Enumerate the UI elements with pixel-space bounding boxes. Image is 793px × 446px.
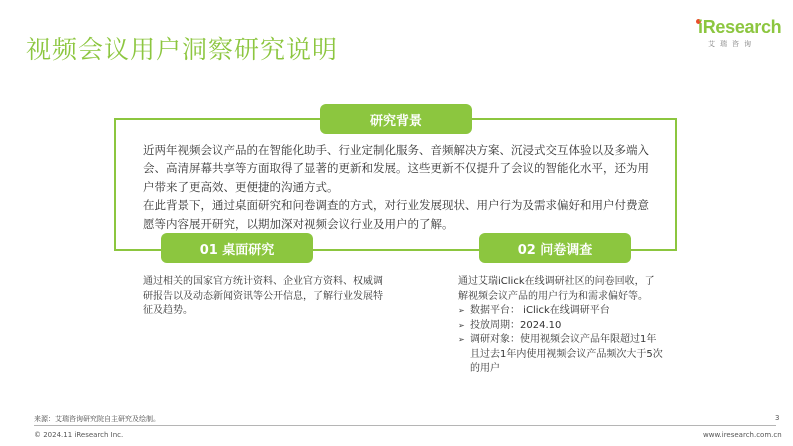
logo-subtitle: 艾瑞咨询 [708, 40, 756, 48]
survey-item-text: 调研对象：使用视频会议产品年限超过1年且过去1年内使用视频会议产品频次大于5次的用户 [470, 334, 663, 374]
desk-research-text: 通过相关的国家官方统计资料、企业官方资料、权威调研报告以及动态新闻资讯等公开信息，了解行业发展特征及趋势。 [143, 276, 383, 316]
source-note: 来源：艾瑞咨询研究院自主研究及绘制。 [34, 415, 160, 423]
arrow-bullet-icon: ➢ [458, 320, 465, 330]
iresearch-logo [692, 17, 782, 57]
arrow-bullet-icon: ➢ [458, 306, 465, 315]
survey-intro: 通过艾瑞iClick在线调研社区的问卷回收，了解视频会议产品的用户行为和需求偏好等。 [458, 276, 655, 302]
survey-item-text: 投放周期：2024.10 [470, 319, 562, 331]
background-heading: 研究背景 [320, 104, 472, 134]
survey-section [458, 275, 663, 377]
survey-item-text: 数据平台： iClick在线调研平台 [470, 305, 610, 316]
page-title: 视频会议用户洞察研究说明 [26, 35, 339, 64]
survey-list [458, 304, 663, 377]
website-link[interactable]: www.iresearch.com.cn [703, 431, 782, 439]
page-number: 3 [775, 414, 780, 422]
survey-heading: 02 问卷调查 [479, 233, 631, 263]
copyright-text: © 2024.11 iResearch Inc. [34, 431, 124, 439]
survey-item [458, 333, 663, 377]
survey-item [458, 319, 663, 334]
logo-word: iResearch [698, 17, 782, 37]
survey-item [458, 304, 663, 319]
desk-research-heading: 01 桌面研究 [161, 233, 313, 263]
background-text [143, 141, 658, 233]
background-paragraph-1: 近两年视频会议产品的在智能化助手、行业定制化服务、音频解决方案、沉浸式交互体验以及多端入会、高清屏幕共享等方面取得了显著的更新和发展。这些更新不仅提升了会议的智能化水平，还为用户带来了更高效、更便捷的沟通方式。 [143, 143, 649, 194]
footer-divider [34, 425, 776, 426]
arrow-bullet-icon: ➢ [458, 335, 465, 344]
background-paragraph-2: 在此背景下，通过桌面研究和问卷调查的方式，对行业发展现状、用户行为及需求偏好和用户付费意愿等内容展开研究，以期加深对视频会议行业及用户的了解。 [143, 198, 649, 231]
